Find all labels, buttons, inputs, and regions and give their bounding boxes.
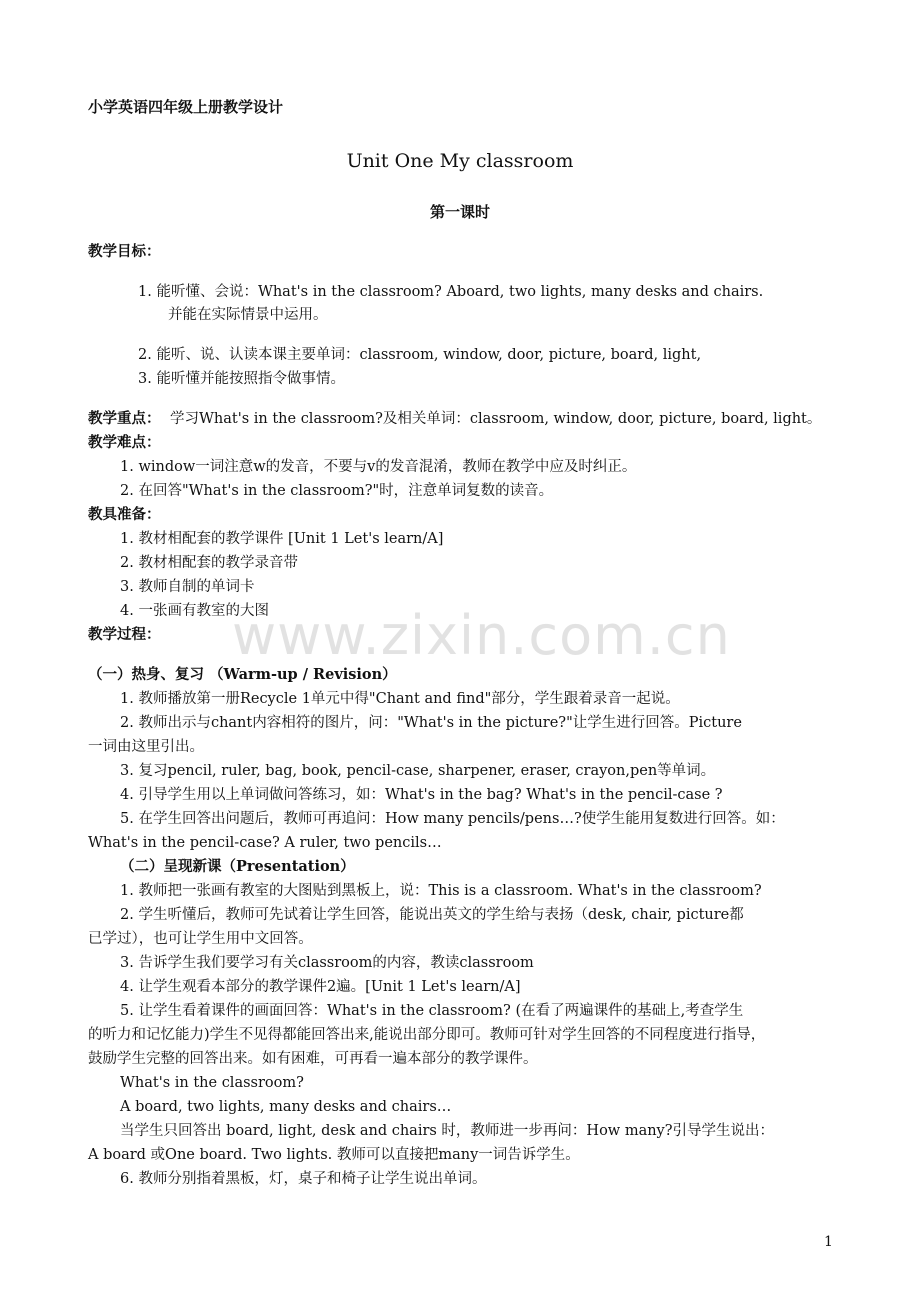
document-header: 小学英语四年级上册教学设计 (88, 98, 284, 116)
process-step: 3. 告诉学生我们要学习有关classroom的内容，教读classroom (120, 955, 534, 971)
section-heading-materials: 教具准备： (88, 506, 161, 523)
process-step: 4. 让学生观看本部分的教学课件2遍。[Unit 1 Let's learn/A] (120, 979, 521, 995)
example-question: What's in the classroom? (120, 1075, 304, 1091)
process-step: 1. 教师播放第一册Recycle 1单元中得"Chant and find"部分，学生跟着录音一起说。 (120, 691, 680, 707)
subsection-heading-warmup: （一）热身、复习 （Warm-up / Revision） (88, 666, 397, 683)
process-step: 2. 教师出示与chant内容相符的图片，问："What's in the picture?"让学生进行回答。Picture (120, 715, 742, 731)
objective-item-continuation: 并能在实际情景中运用。 (168, 307, 328, 323)
objective-item: 2. 能听、说、认读本课主要单词：classroom, window, door, picture, board, light, (138, 347, 702, 363)
objective-item: 3. 能听懂并能按照指令做事情。 (138, 371, 345, 387)
process-step-continuation: What's in the pencil-case? A ruler, two pencils… (88, 835, 442, 851)
section-heading-difficulties: 教学难点： (88, 434, 161, 451)
process-note-continuation: A board 或One board. Two lights. 教师可以直接把many一词告诉学生。 (88, 1147, 580, 1163)
objective-item: 1. 能听懂、会说：What's in the classroom? Aboard, two lights, many desks and chairs. (138, 284, 764, 300)
material-item: 2. 教材相配套的教学录音带 (120, 555, 298, 571)
process-step-continuation: 已学过），也可让学生用中文回答。 (88, 931, 313, 947)
section-heading-process: 教学过程： (88, 626, 161, 643)
material-item: 4. 一张画有教室的大图 (120, 603, 269, 619)
page-number: 1 (824, 1234, 833, 1250)
process-step: 6. 教师分别指着黑板，灯，桌子和椅子让学生说出单词。 (120, 1171, 487, 1187)
section-heading-key-points: 教学重点： (88, 410, 161, 427)
watermark: www.zixin.com.cn (232, 604, 731, 667)
material-item: 3. 教师自制的单词卡 (120, 579, 255, 595)
process-step-continuation: 鼓励学生完整的回答出来。如有困难，可再看一遍本部分的教学课件。 (88, 1051, 538, 1067)
process-step: 2. 学生听懂后，教师可先试着让学生回答，能说出英文的学生给与表扬（desk, chair, picture都 (120, 907, 744, 923)
process-step: 5. 让学生看着课件的画面回答：What's in the classroom? (在看了两遍课件的基础上,考查学生 (120, 1003, 744, 1019)
lesson-subtitle: 第一课时 (429, 203, 490, 221)
process-step: 3. 复习pencil, ruler, bag, book, pencil-case, sharpener, eraser, crayon,pen等单词。 (120, 763, 716, 779)
process-step-continuation: 的听力和记忆能力)学生不见得都能回答出来,能说出部分即可。教师可针对学生回答的不同程度进行指导， (88, 1027, 766, 1043)
material-item: 1. 教材相配套的教学课件 [Unit 1 Let's learn/A] (120, 531, 444, 547)
difficulty-item: 1. window一词注意w的发音，不要与v的发音混淆，教师在教学中应及时纠正。 (120, 459, 637, 475)
document-title: Unit One My classroom (346, 150, 574, 172)
process-step: 4. 引导学生用以上单词做问答练习，如：What's in the bag? What's in the pencil-case ? (120, 787, 723, 803)
process-step: 5. 在学生回答出问题后，教师可再追问：How many pencils/pens…?使学生能用复数进行回答。如： (120, 811, 785, 827)
process-step-continuation: 一词由这里引出。 (88, 739, 204, 755)
process-step: 1. 教师把一张画有教室的大图贴到黑板上，说：This is a classroom. What's in the classroom? (120, 883, 762, 899)
process-note: 当学生只回答出 board, light, desk and chairs 时，教师进一步再问：How many?引导学生说出： (120, 1123, 775, 1139)
key-points-text: 学习What's in the classroom?及相关单词：classroom, window, door, picture, board, light。 (170, 411, 822, 427)
example-answer: A board, two lights, many desks and chairs… (120, 1099, 452, 1115)
difficulty-item: 2. 在回答"What's in the classroom?"时，注意单词复数的读音。 (120, 483, 554, 499)
subsection-heading-presentation: （二）呈现新课（Presentation） (120, 858, 355, 875)
section-heading-objectives: 教学目标： (88, 243, 161, 260)
